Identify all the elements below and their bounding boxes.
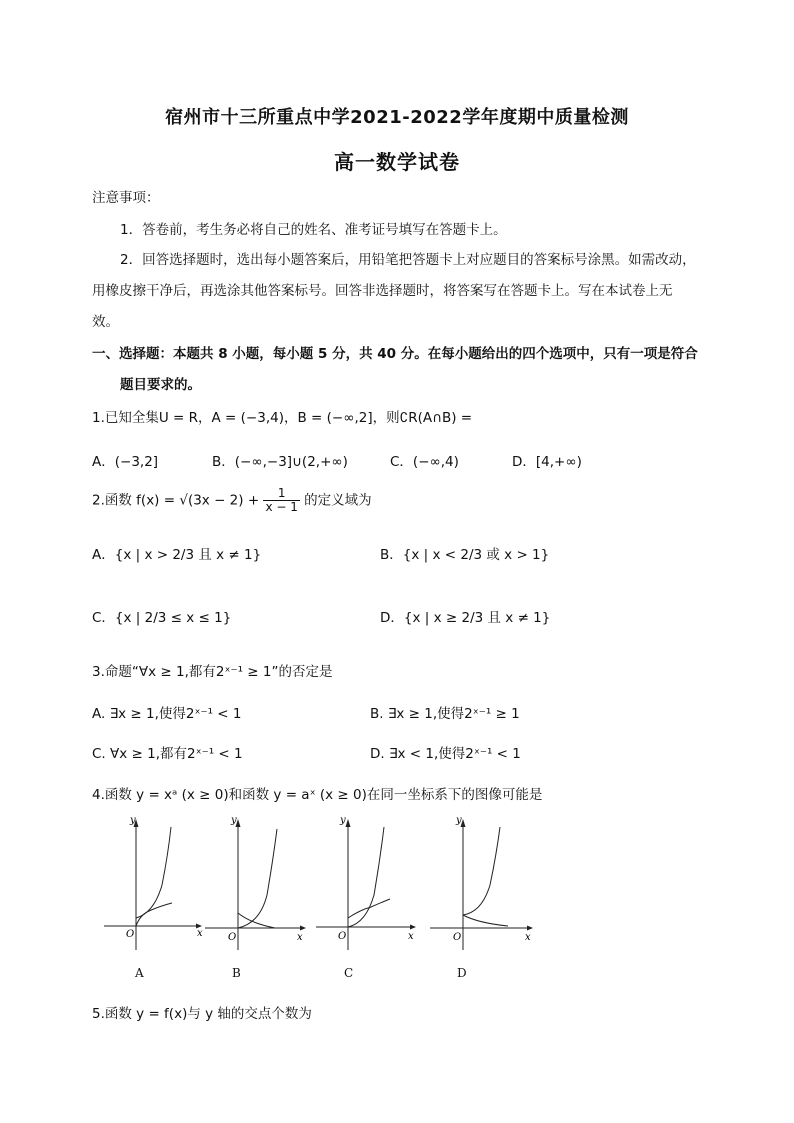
q2-fraction-numerator: 1 — [263, 487, 299, 501]
graph-a-x-label: x — [197, 928, 203, 939]
q2-stem-prefix: 2.函数 f(x) = √(3x − 2) + — [92, 492, 260, 509]
graph-c — [316, 815, 416, 950]
question-3-stem: 3.命题“∀x ≥ 1,都有2ˣ⁻¹ ≥ 1”的否定是 — [92, 664, 333, 680]
q1-option-d: D．[4,+∞) — [512, 454, 582, 470]
graph-d-label: D — [457, 966, 467, 980]
notice-heading: 注意事项： — [92, 190, 160, 206]
exam-title: 宿州市十三所重点中学2021-2022学年度期中质量检测 — [165, 107, 629, 128]
graph-b — [205, 815, 305, 950]
q2-option-b: B．{x | x < 2/3 或 x > 1} — [380, 547, 550, 563]
graph-b-x-arrow — [300, 926, 306, 931]
q3-option-a: A. ∃x ≥ 1,使得2ˣ⁻¹ < 1 — [92, 706, 242, 722]
graph-c-label: C — [344, 966, 354, 980]
graph-b-curve-power — [238, 829, 277, 928]
notice-item-2-line-1: 2．回答选择题时，选出每小题答案后，用铅笔把答题卡上对应题目的答案标号涂黑。如需改动， — [120, 252, 696, 268]
graph-c-y-arrow — [346, 819, 351, 827]
section-1-heading-cont: 题目要求的。 — [120, 377, 201, 393]
section-1-heading: 一、选择题：本题共 8 小题，每小题 5 分，共 40 分。在每小题给出的四个选项中，只有一项是符合 — [92, 346, 698, 362]
question-5-stem: 5.函数 y = f(x)与 y 轴的交点个数为 — [92, 1006, 312, 1022]
q1-option-a: A．(−3,2] — [92, 454, 159, 470]
graph-c-y-label: y — [340, 815, 346, 826]
notice-item-2-line-3: 效。 — [92, 314, 119, 330]
graph-b-label: B — [232, 966, 241, 980]
graph-d-curve-power — [463, 915, 508, 926]
exam-subtitle: 高一数学试卷 — [334, 150, 460, 174]
q2-option-c: C．{x | 2/3 ≤ x ≤ 1} — [92, 610, 232, 626]
graph-c-x-label: x — [408, 931, 414, 942]
question-2-stem — [92, 487, 372, 514]
q3-option-c: C. ∀x ≥ 1,都有2ˣ⁻¹ < 1 — [92, 746, 243, 762]
q2-option-d: D．{x | x ≥ 2/3 且 x ≠ 1} — [380, 610, 551, 626]
question-4-stem: 4.函数 y = xᵃ (x ≥ 0)和函数 y = aˣ (x ≥ 0)在同一坐标系下的图像可能是 — [92, 787, 543, 803]
notice-item-1: 1．答卷前，考生务必将自己的姓名、准考证号填写在答题卡上。 — [120, 222, 507, 238]
q1-option-c: C．(−∞,4) — [390, 454, 459, 470]
graph-d-x-label: x — [525, 932, 531, 943]
graph-c-origin: O — [338, 931, 347, 942]
graph-b-origin: O — [228, 932, 237, 943]
graph-c-x-arrow — [410, 925, 416, 930]
q3-option-d: D. ∃x < 1,使得2ˣ⁻¹ < 1 — [370, 746, 521, 762]
graph-c-curve-exponential — [348, 827, 384, 927]
question-1-stem: 1.已知全集U = R，A = (−3,4)，B = (−∞,2]，则∁R(A∩B) = — [92, 410, 473, 426]
notice-item-2-line-2: 用橡皮擦干净后，再选涂其他答案标号。回答非选择题时，将答案写在答题卡上。写在本试卷上无 — [92, 283, 673, 299]
graph-a-curve-power — [136, 903, 172, 926]
graph-d-origin: O — [453, 932, 462, 943]
graph-d-y-label: y — [456, 815, 462, 826]
q2-option-a: A．{x | x > 2/3 且 x ≠ 1} — [92, 547, 262, 563]
graph-d-x-arrow — [527, 926, 533, 931]
graph-a-origin: O — [126, 929, 135, 940]
q2-stem-suffix: 的定义域为 — [304, 492, 372, 509]
graph-a-label: A — [135, 966, 144, 980]
q2-fraction-denominator: x − 1 — [265, 500, 298, 514]
graph-d-curve-exponential — [463, 827, 500, 915]
graph-b-y-label: y — [231, 815, 237, 826]
graph-a — [104, 815, 203, 950]
graph-a-y-label: y — [130, 815, 136, 826]
q1-option-b: B．(−∞,−3]∪(2,+∞) — [212, 454, 348, 470]
q3-option-b: B. ∃x ≥ 1,使得2ˣ⁻¹ ≥ 1 — [370, 706, 520, 722]
graph-b-x-label: x — [297, 932, 303, 943]
graph-d — [430, 815, 535, 950]
q2-fraction — [263, 487, 299, 514]
